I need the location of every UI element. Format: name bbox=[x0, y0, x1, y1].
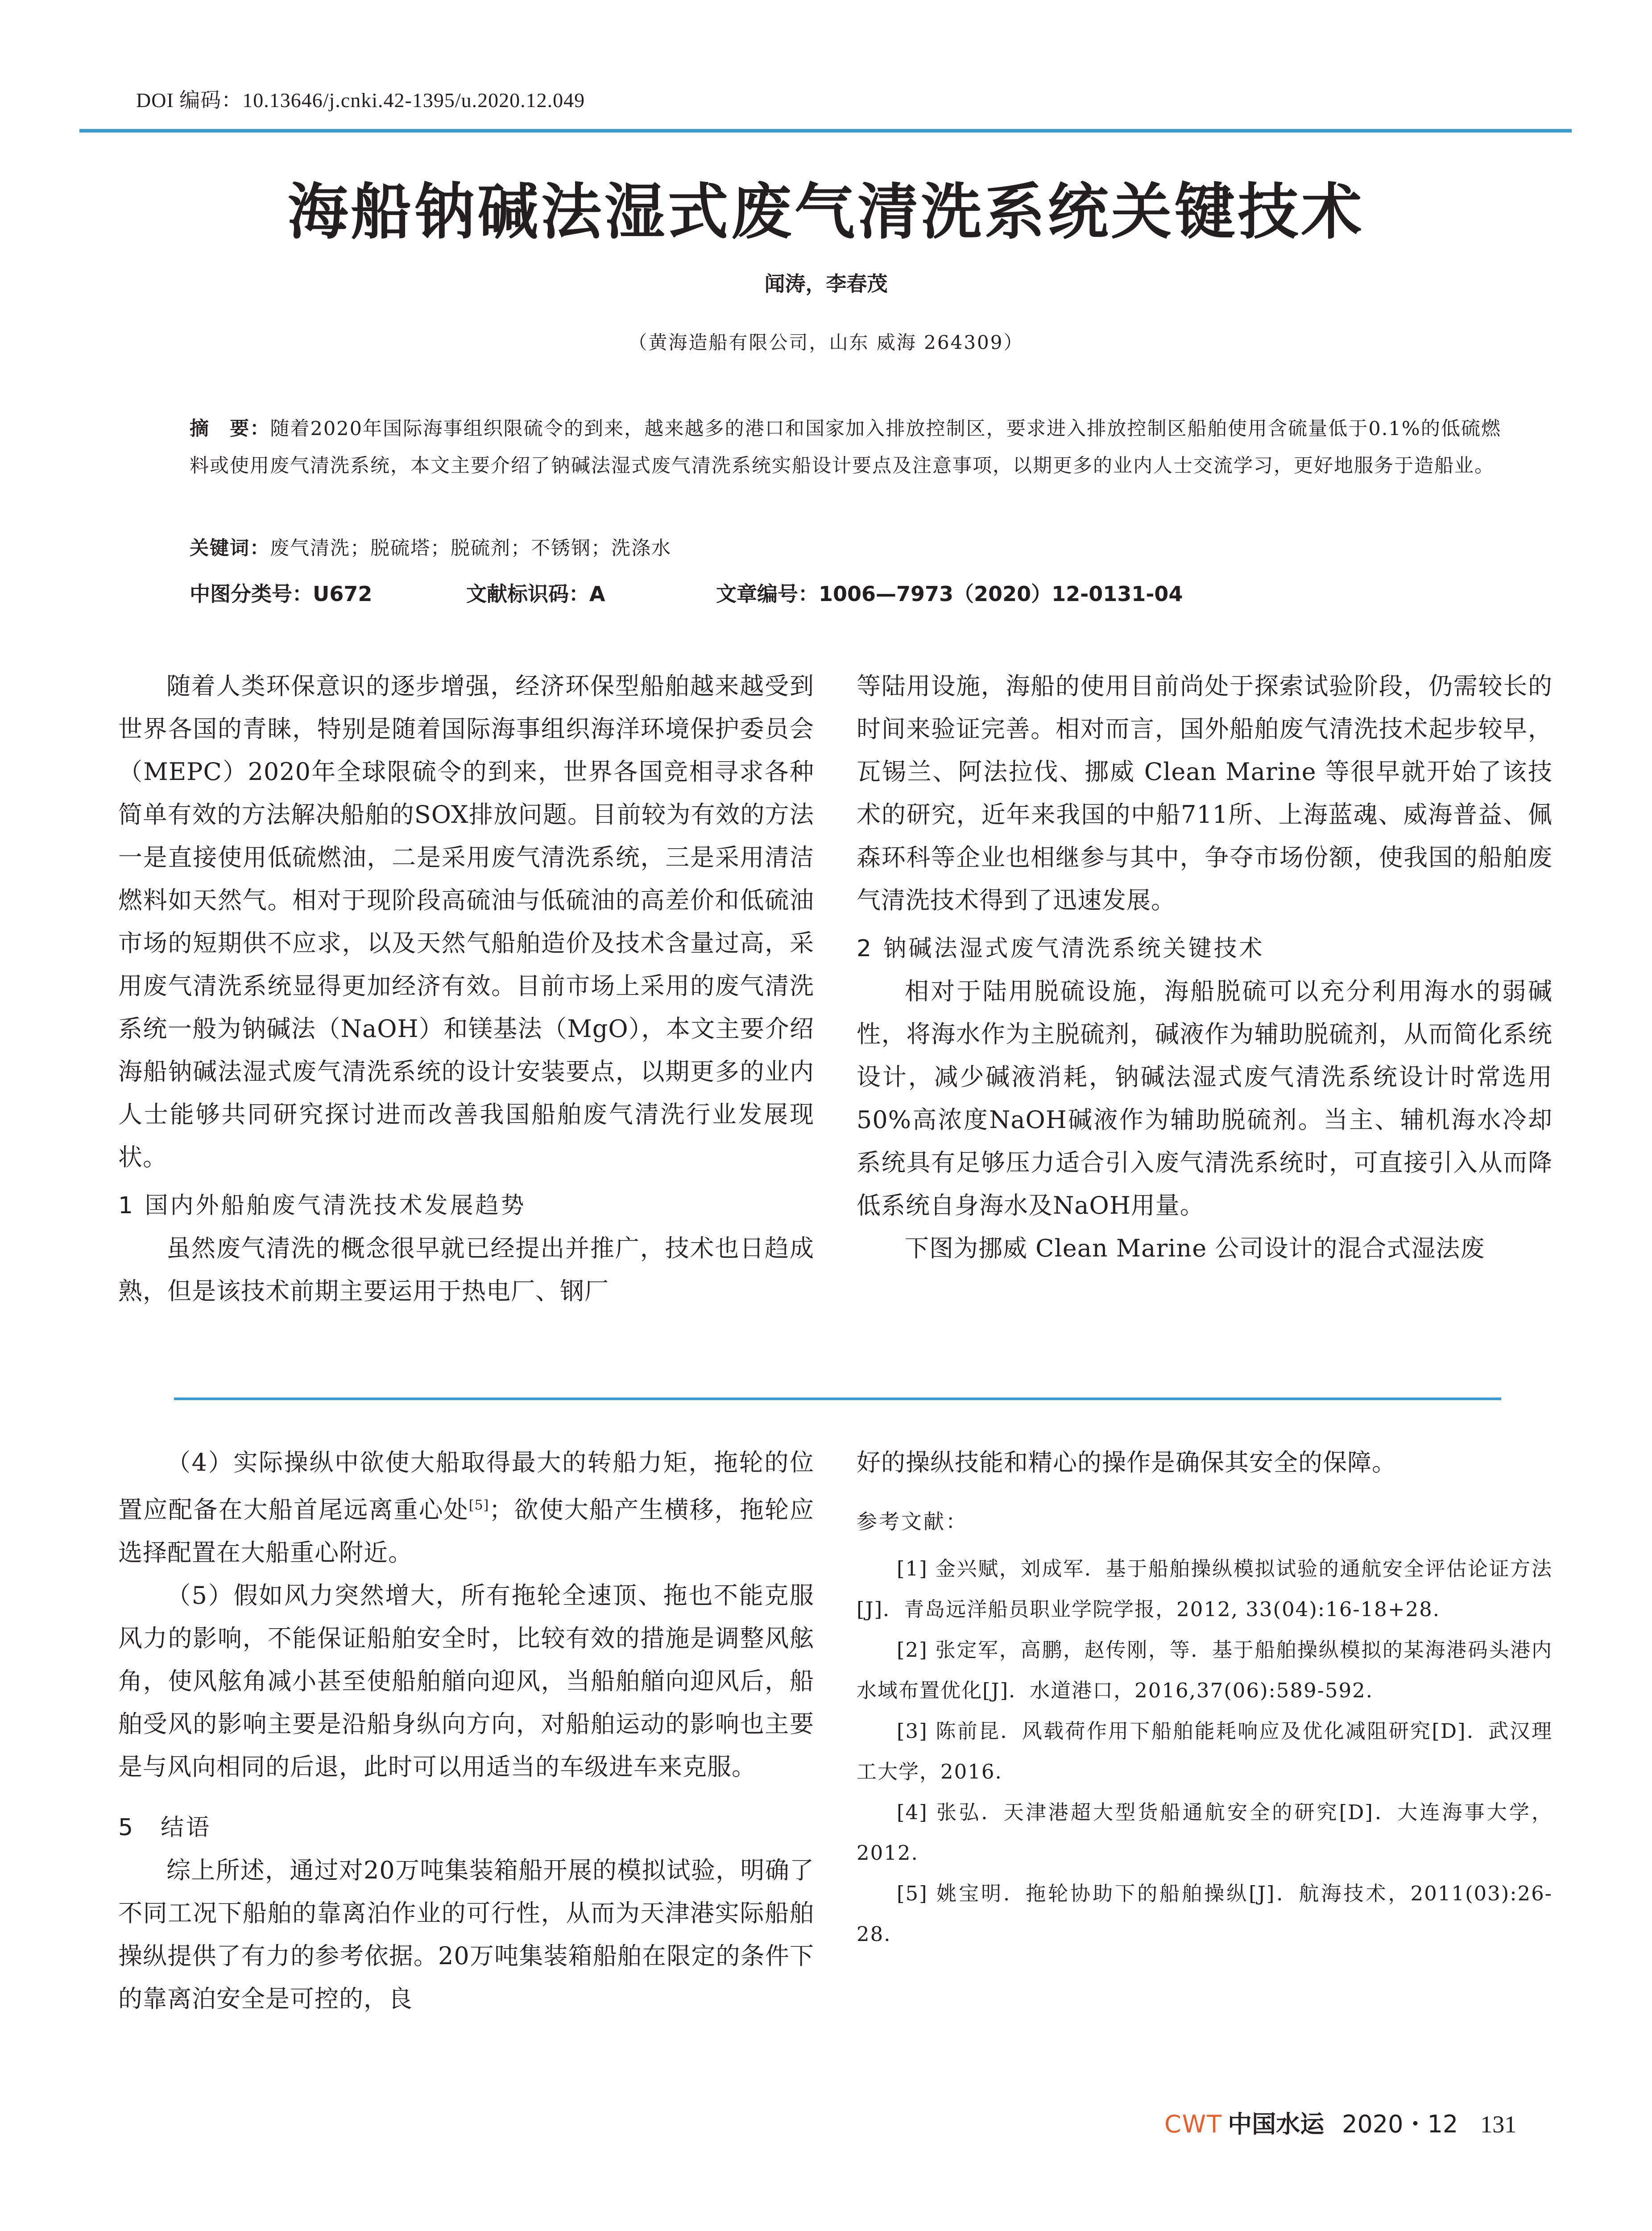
upper-left-column bbox=[118, 665, 814, 1313]
upper-right-column bbox=[857, 665, 1553, 1270]
section-2-paragraph: 相对于陆用脱硫设施，海船脱硫可以充分利用海水的弱碱性，将海水作为主脱硫剂，碱液作为辅助脱硫剂，从而简化系统设计，减少碱液消耗，钠碱法湿式废气清洗系统设计时常选用50%高浓度NaOH碱液作为辅助脱硫剂。当主、辅机海水冷却系统具有足够压力适合引入废气清洗系统时，可直接引入从而降低系统自身海水及NaOH用量。 bbox=[857, 977, 1553, 1219]
page-number: 131 bbox=[1480, 2111, 1517, 2138]
item-4-paragraph bbox=[118, 1441, 814, 1574]
reference-item: [1] 金兴赋，刘成军．基于船舶操纵模拟试验的通航安全评估论证方法[J]．青岛远洋船员职业学院学报，2012, 33(04):16-18+28. bbox=[857, 1557, 1553, 1621]
section-2-paragraph-figure-intro: 下图为挪威 Clean Marine 公司设计的混合式湿法废 bbox=[905, 1234, 1485, 1262]
abstract-label: 摘 要： bbox=[190, 418, 270, 440]
item-4-tail: ；欲使大船产生横移，拖轮应选择配置在大船重心附近。 bbox=[118, 1496, 815, 1567]
magazine-name: 中国水运 bbox=[1228, 2110, 1325, 2138]
page-footer bbox=[1164, 2105, 1516, 2140]
abstract bbox=[190, 411, 1501, 485]
section-2-heading: 2 钠碱法湿式废气清洗系统关键技术 bbox=[857, 935, 1265, 962]
affiliation: （黄海造船有限公司，山东 威海 264309） bbox=[628, 332, 1024, 353]
section-1-heading: 1 国内外船舶废气清洗技术发展趋势 bbox=[118, 1192, 526, 1219]
section-1-paragraph: 虽然废气清洗的概念很早就已经提出并推广，技术也日趋成熟，但是该技术前期主要运用于热电厂、钢厂 bbox=[118, 1234, 814, 1305]
cwt-logo: CWT bbox=[1164, 2110, 1223, 2138]
references-heading: 参考文献： bbox=[857, 1509, 968, 1534]
item-4-citation: [5] bbox=[468, 1497, 489, 1513]
conclusion-heading: 5 结语 bbox=[118, 1814, 212, 1841]
lower-left-column bbox=[118, 1441, 814, 2020]
authors: 闻涛，李春茂 bbox=[764, 272, 888, 296]
paper-title: 海船钠碱法湿式废气清洗系统关键技术 bbox=[287, 176, 1365, 248]
document-code: 文献标识码：A bbox=[466, 582, 605, 606]
clc-number: 中图分类号：U672 bbox=[190, 582, 373, 606]
issue-date: 2020・12 bbox=[1342, 2110, 1458, 2138]
intro-paragraph: 随着人类环保意识的逐步增强，经济环保型船舶越来越受到世界各国的青睐，特别是随着国际海事组织海洋环境保护委员会（MEPC）2020年全球限硫令的到来，世界各国竞相寻求各种简单有效的方法解决船舶的SOX排放问题。目前较为有效的方法一是直接使用低硫燃油，二是采用废气清洗系统，三是采用清洁燃料如天然气。相对于现阶段高硫油与低硫油的高差价和低硫油市场的短期供不应求，以及天然气船舶造价及技术含量过高，采用废气清洗系统显得更加经济有效。目前市场上采用的废气清洗系统一般为钠碱法（NaOH）和镁基法（MgO），本文主要介绍海船钠碱法湿式废气清洗系统的设计安装要点，以期更多的业内人士能够共同研究探讨进而改善我国船舶废气清洗行业发展现状。 bbox=[118, 672, 814, 1171]
item-5-paragraph: （5）假如风力突然增大，所有拖轮全速顶、拖也不能克服风力的影响，不能保证船舶安全时，比较有效的措施是调整风舷角，使风舷角减小甚至使船舶艏向迎风，当船舶艏向迎风后，船舶受风的影响主要是沿船身纵向方向，对船舶运动的影响也主要是与风向相同的后退，此时可以用适当的车级进车来克服。 bbox=[118, 1581, 814, 1781]
reference-item: [2] 张定军，高鹏，赵传刚，等．基于船舶操纵模拟的某海港码头港内水域布置优化[J]．水道港口，2016,37(06):589-592. bbox=[857, 1638, 1553, 1702]
conclusion-paragraph: 综上所述，通过对20万吨集装箱船开展的模拟试验，明确了不同工况下船舶的靠离泊作业的可行性，从而为天津港实际船舶操纵提供了有力的参考依据。20万吨集装箱船舶在限定的条件下的靠离泊安全是可控的，良 bbox=[118, 1856, 814, 2013]
reference-item: [5] 姚宝明．拖轮协助下的船舶操纵[J]．航海技术，2011(03):26-28. bbox=[857, 1882, 1553, 1946]
keywords-label: 关键词： bbox=[190, 537, 270, 560]
item-4-text: （4）实际操纵中欲使大船取得最大的转船力矩，拖轮的位置应配备在大船首尾远离重心处 bbox=[118, 1448, 814, 1524]
reference-item: [4] 张弘．天津港超大型货船通航安全的研究[D]．大连海事大学，2012. bbox=[857, 1800, 1553, 1865]
section-1-continuation: 等陆用设施，海船的使用目前尚处于探索试验阶段，仍需较长的时间来验证完善。相对而言，国外船舶废气清洗技术起步较早，瓦锡兰、阿法拉伐、挪威 Clean Marine 等很早就开始了该技术的研究，近年来我国的中船711所、上海蓝魂、威海普益、佩森环科等企业也相继参与其中，争夺市场份额，使我国的船舶废气清洗技术得到了迅速发展。 bbox=[857, 672, 1553, 914]
section-divider bbox=[174, 1397, 1501, 1400]
abstract-text: 随着2020年国际海事组织限硫令的到来，越来越多的港口和国家加入排放控制区，要求进入排放控制区船舶使用含硫量低于0.1%的低硫燃料或使用废气清洗系统，本文主要介绍了钠碱法湿式废气清洗系统实船设计要点及注意事项，以期更多的业内人士交流学习，更好地服务于造船业。 bbox=[190, 418, 1501, 477]
lower-right-column bbox=[857, 1441, 1553, 1954]
reference-item: [3] 陈前昆．风载荷作用下船舶能耗响应及优化减阻研究[D]．武汉理工大学，2016. bbox=[857, 1719, 1553, 1783]
classification-line bbox=[190, 578, 1183, 607]
header-rule bbox=[79, 129, 1572, 133]
keywords-text: 废气清洗；脱硫塔；脱硫剂；不锈钢；洗涤水 bbox=[270, 537, 671, 560]
keywords bbox=[190, 533, 671, 560]
conclusion-continuation: 好的操纵技能和精心的操作是确保其安全的保障。 bbox=[857, 1448, 1396, 1476]
article-number: 文章编号：1006—7973（2020）12-0131-04 bbox=[716, 582, 1183, 606]
doi-line: DOI 编码：10.13646/j.cnki.42-1395/u.2020.12.049 bbox=[136, 89, 585, 112]
